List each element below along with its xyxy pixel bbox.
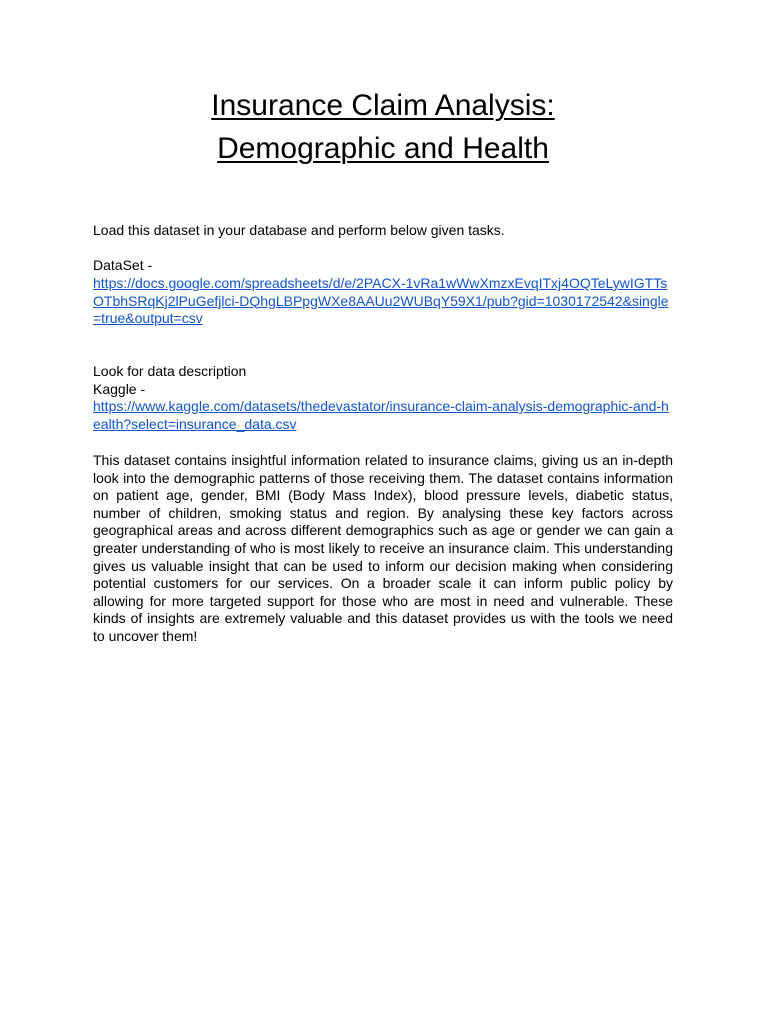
intro-text: Load this dataset in your database and perform below given tasks. (93, 222, 505, 238)
kaggle-label: Kaggle - (93, 381, 146, 397)
dataset-label: DataSet - (93, 257, 153, 273)
dataset-description-paragraph: This dataset contains insightful information related to insurance claims, giving us an in-depth look into the demographic patterns of those receiving them. The dataset contains information on patient age, gender, BMI (Body Mass Index), blood pressure levels, diabetic status, number of children, smoking status and region. By analysing these key factors across geographical areas and across different demographics such as age or gender we can gain a greater understanding of who is most likely to receive an insurance claim. This understanding gives us valuable insight that can be used to inform our decision making when considering potential customers for our services. On a broader scale it can inform public policy by allowing for more targeted support for those who are most in need and vulnerable. These kinds of insights are extremely valuable and this dataset provides us with the tools we need to uncover them! (93, 452, 673, 644)
kaggle-link-wrapper (93, 398, 673, 433)
kaggle-link[interactable]: https://www.kaggle.com/datasets/thedevastator/insurance-claim-analysis-demographic-and-health?select=insurance_data.csv (93, 398, 669, 432)
dataset-link[interactable]: https://docs.google.com/spreadsheets/d/e/2PACX-1vRa1wWwXmzxEvqITxj4OQTeLywIGTTsOTbhSRqKj2lPuGefjlci-DQhgLBPpgWXe8AAUu2WUBqY59X1/pub?gid=1030172542&single=true&output=csv (93, 275, 669, 327)
title-line-2: Demographic and Health (217, 132, 549, 165)
dataset-link-wrapper (93, 275, 673, 328)
page-title (93, 84, 673, 170)
title-line-1: Insurance Claim Analysis: (211, 89, 555, 122)
description-heading: Look for data description (93, 363, 247, 379)
